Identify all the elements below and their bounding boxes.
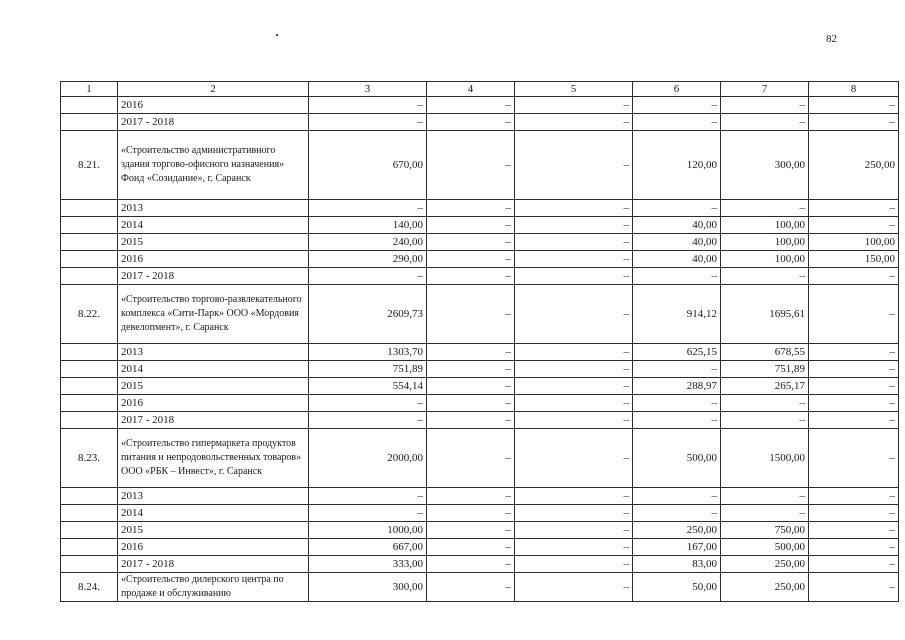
value-cell-col6: – (633, 200, 721, 217)
value-cell-col3: – (309, 114, 427, 131)
table-row-year (61, 234, 899, 251)
row-number-cell: 8.24. (61, 573, 118, 602)
table-row-year (61, 217, 899, 234)
column-header: 1 (61, 82, 118, 97)
table-row-year (61, 114, 899, 131)
value-cell-col5: – (515, 429, 633, 488)
value-cell-col6: 625,15 (633, 344, 721, 361)
value-cell-col3: 667,00 (309, 539, 427, 556)
value-cell-col7: 1500,00 (721, 429, 809, 488)
value-cell-col7: 100,00 (721, 234, 809, 251)
table-row-item (61, 573, 899, 602)
value-cell-col6: 83,00 (633, 556, 721, 573)
row-number-cell (61, 234, 118, 251)
row-name-cell: «Строительство административного здания торгово-офисного назначения» Фонд «Созидание», г. Саранск (118, 131, 309, 200)
value-cell-col8: – (809, 114, 899, 131)
value-cell-col4: – (427, 539, 515, 556)
value-cell-col4: – (427, 412, 515, 429)
value-cell-col3: – (309, 268, 427, 285)
value-cell-col7: 100,00 (721, 251, 809, 268)
value-cell-col8: – (809, 556, 899, 573)
value-cell-col6: – (633, 361, 721, 378)
value-cell-col5: – (515, 251, 633, 268)
value-cell-col4: – (427, 505, 515, 522)
row-number-cell (61, 97, 118, 114)
table-row-year (61, 361, 899, 378)
value-cell-col6: – (633, 97, 721, 114)
value-cell-col3: 240,00 (309, 234, 427, 251)
value-cell-col8: – (809, 285, 899, 344)
value-cell-col3: 670,00 (309, 131, 427, 200)
value-cell-col5: – (515, 97, 633, 114)
value-cell-col8: – (809, 361, 899, 378)
value-cell-col8: – (809, 200, 899, 217)
investment-table (60, 81, 899, 602)
value-cell-col3: 2609,73 (309, 285, 427, 344)
row-name-cell: «Строительство дилерского центра по продаже и обслуживанию (118, 573, 309, 602)
value-cell-col7: 1695,61 (721, 285, 809, 344)
row-name-cell: 2014 (118, 505, 309, 522)
value-cell-col4: – (427, 488, 515, 505)
value-cell-col6: – (633, 268, 721, 285)
column-header: 6 (633, 82, 721, 97)
row-number-cell (61, 344, 118, 361)
value-cell-col7: 100,00 (721, 217, 809, 234)
value-cell-col8: – (809, 522, 899, 539)
row-name-cell: 2013 (118, 344, 309, 361)
value-cell-col8: 150,00 (809, 251, 899, 268)
value-cell-col8: – (809, 97, 899, 114)
table-row-year (61, 378, 899, 395)
table-row-year (61, 97, 899, 114)
value-cell-col4: – (427, 573, 515, 602)
table-row-item (61, 429, 899, 488)
value-cell-col5: – (515, 395, 633, 412)
row-name-cell: 2014 (118, 361, 309, 378)
value-cell-col5: – (515, 114, 633, 131)
value-cell-col5: – (515, 131, 633, 200)
row-number-cell (61, 378, 118, 395)
value-cell-col7: 751,89 (721, 361, 809, 378)
value-cell-col8: – (809, 539, 899, 556)
value-cell-col8: 250,00 (809, 131, 899, 200)
row-name-cell: 2014 (118, 217, 309, 234)
row-number-cell (61, 268, 118, 285)
value-cell-col6: 250,00 (633, 522, 721, 539)
value-cell-col3: – (309, 97, 427, 114)
value-cell-col5: – (515, 539, 633, 556)
value-cell-col7: – (721, 268, 809, 285)
value-cell-col4: – (427, 344, 515, 361)
row-number-cell (61, 539, 118, 556)
value-cell-col8: – (809, 217, 899, 234)
value-cell-col3: 554,14 (309, 378, 427, 395)
table-row-year (61, 522, 899, 539)
value-cell-col3: 333,00 (309, 556, 427, 573)
column-header: 7 (721, 82, 809, 97)
table-row-item (61, 285, 899, 344)
row-number-cell (61, 114, 118, 131)
value-cell-col3: 290,00 (309, 251, 427, 268)
value-cell-col7: – (721, 395, 809, 412)
value-cell-col8: – (809, 344, 899, 361)
value-cell-col4: – (427, 522, 515, 539)
value-cell-col4: – (427, 251, 515, 268)
value-cell-col3: – (309, 412, 427, 429)
value-cell-col8: – (809, 395, 899, 412)
value-cell-col6: – (633, 505, 721, 522)
value-cell-col4: – (427, 361, 515, 378)
value-cell-col6: – (633, 488, 721, 505)
value-cell-col6: 167,00 (633, 539, 721, 556)
value-cell-col8: – (809, 429, 899, 488)
scan-speck (276, 34, 278, 36)
value-cell-col7: 678,55 (721, 344, 809, 361)
row-name-cell: 2016 (118, 395, 309, 412)
value-cell-col7: 500,00 (721, 539, 809, 556)
value-cell-col3: – (309, 488, 427, 505)
value-cell-col8: – (809, 378, 899, 395)
column-header: 8 (809, 82, 899, 97)
table-row-year (61, 200, 899, 217)
row-number-cell (61, 251, 118, 268)
value-cell-col8: – (809, 412, 899, 429)
value-cell-col4: – (427, 97, 515, 114)
value-cell-col3: – (309, 200, 427, 217)
row-name-cell: 2015 (118, 234, 309, 251)
value-cell-col6: – (633, 395, 721, 412)
value-cell-col6: 288,97 (633, 378, 721, 395)
value-cell-col7: – (721, 488, 809, 505)
table-row-year (61, 344, 899, 361)
value-cell-col4: – (427, 429, 515, 488)
value-cell-col4: – (427, 114, 515, 131)
table-body (61, 82, 899, 602)
table-row-year (61, 539, 899, 556)
value-cell-col6: 40,00 (633, 251, 721, 268)
row-name-cell: 2016 (118, 97, 309, 114)
value-cell-col8: – (809, 268, 899, 285)
value-cell-col5: – (515, 522, 633, 539)
value-cell-col3: 751,89 (309, 361, 427, 378)
row-number-cell (61, 522, 118, 539)
column-header: 5 (515, 82, 633, 97)
row-name-cell: 2017 - 2018 (118, 412, 309, 429)
value-cell-col4: – (427, 378, 515, 395)
table-row-year (61, 251, 899, 268)
value-cell-col7: 265,17 (721, 378, 809, 395)
value-cell-col7: 250,00 (721, 573, 809, 602)
value-cell-col6: 914,12 (633, 285, 721, 344)
row-name-cell: 2017 - 2018 (118, 268, 309, 285)
value-cell-col3: – (309, 505, 427, 522)
value-cell-col6: – (633, 114, 721, 131)
value-cell-col5: – (515, 268, 633, 285)
value-cell-col6: 120,00 (633, 131, 721, 200)
row-number-cell: 8.22. (61, 285, 118, 344)
table-row-year (61, 505, 899, 522)
row-name-cell: «Строительство гипермаркета продуктов питания и непродовольственных товаров» ООО «РБК – Инвест», г. Саранск (118, 429, 309, 488)
column-header: 3 (309, 82, 427, 97)
row-name-cell: «Строительство торгово-развлекательного комплекса «Сити-Парк» ООО «Мордовия девелопмент», г. Саранск (118, 285, 309, 344)
value-cell-col7: – (721, 505, 809, 522)
value-cell-col7: – (721, 114, 809, 131)
value-cell-col5: – (515, 200, 633, 217)
value-cell-col4: – (427, 217, 515, 234)
value-cell-col7: 250,00 (721, 556, 809, 573)
value-cell-col8: 100,00 (809, 234, 899, 251)
row-name-cell: 2017 - 2018 (118, 556, 309, 573)
value-cell-col8: – (809, 505, 899, 522)
value-cell-col7: – (721, 97, 809, 114)
value-cell-col7: – (721, 412, 809, 429)
row-number-cell (61, 361, 118, 378)
row-number-cell (61, 395, 118, 412)
table-row-year (61, 488, 899, 505)
row-name-cell: 2013 (118, 488, 309, 505)
value-cell-col3: 2000,00 (309, 429, 427, 488)
value-cell-col8: – (809, 573, 899, 602)
row-name-cell: 2015 (118, 378, 309, 395)
row-number-cell: 8.21. (61, 131, 118, 200)
table-row-year (61, 268, 899, 285)
value-cell-col4: – (427, 285, 515, 344)
value-cell-col3: 1303,70 (309, 344, 427, 361)
value-cell-col6: 40,00 (633, 234, 721, 251)
value-cell-col4: – (427, 395, 515, 412)
value-cell-col4: – (427, 556, 515, 573)
value-cell-col4: – (427, 200, 515, 217)
value-cell-col5: – (515, 556, 633, 573)
value-cell-col6: 50,00 (633, 573, 721, 602)
value-cell-col5: – (515, 488, 633, 505)
value-cell-col5: – (515, 573, 633, 602)
value-cell-col6: 40,00 (633, 217, 721, 234)
value-cell-col8: – (809, 488, 899, 505)
row-number-cell (61, 200, 118, 217)
value-cell-col5: – (515, 412, 633, 429)
column-header: 2 (118, 82, 309, 97)
row-number-cell (61, 488, 118, 505)
value-cell-col5: – (515, 285, 633, 344)
value-cell-col5: – (515, 234, 633, 251)
value-cell-col4: – (427, 268, 515, 285)
value-cell-col6: – (633, 412, 721, 429)
row-number-cell: 8.23. (61, 429, 118, 488)
column-header-row (61, 82, 899, 97)
table-row-year (61, 412, 899, 429)
row-name-cell: 2016 (118, 539, 309, 556)
row-number-cell (61, 556, 118, 573)
row-number-cell (61, 217, 118, 234)
value-cell-col7: 750,00 (721, 522, 809, 539)
value-cell-col7: – (721, 200, 809, 217)
value-cell-col6: 500,00 (633, 429, 721, 488)
column-header: 4 (427, 82, 515, 97)
value-cell-col3: 140,00 (309, 217, 427, 234)
page-number: 82 (826, 33, 837, 45)
row-name-cell: 2013 (118, 200, 309, 217)
row-number-cell (61, 505, 118, 522)
table-row-item (61, 131, 899, 200)
value-cell-col4: – (427, 131, 515, 200)
table-row-year (61, 556, 899, 573)
value-cell-col5: – (515, 344, 633, 361)
row-name-cell: 2017 - 2018 (118, 114, 309, 131)
value-cell-col4: – (427, 234, 515, 251)
value-cell-col5: – (515, 505, 633, 522)
value-cell-col5: – (515, 217, 633, 234)
value-cell-col5: – (515, 378, 633, 395)
value-cell-col3: 300,00 (309, 573, 427, 602)
value-cell-col3: – (309, 395, 427, 412)
table-row-year (61, 395, 899, 412)
row-name-cell: 2016 (118, 251, 309, 268)
value-cell-col3: 1000,00 (309, 522, 427, 539)
row-number-cell (61, 412, 118, 429)
value-cell-col7: 300,00 (721, 131, 809, 200)
row-name-cell: 2015 (118, 522, 309, 539)
value-cell-col5: – (515, 361, 633, 378)
